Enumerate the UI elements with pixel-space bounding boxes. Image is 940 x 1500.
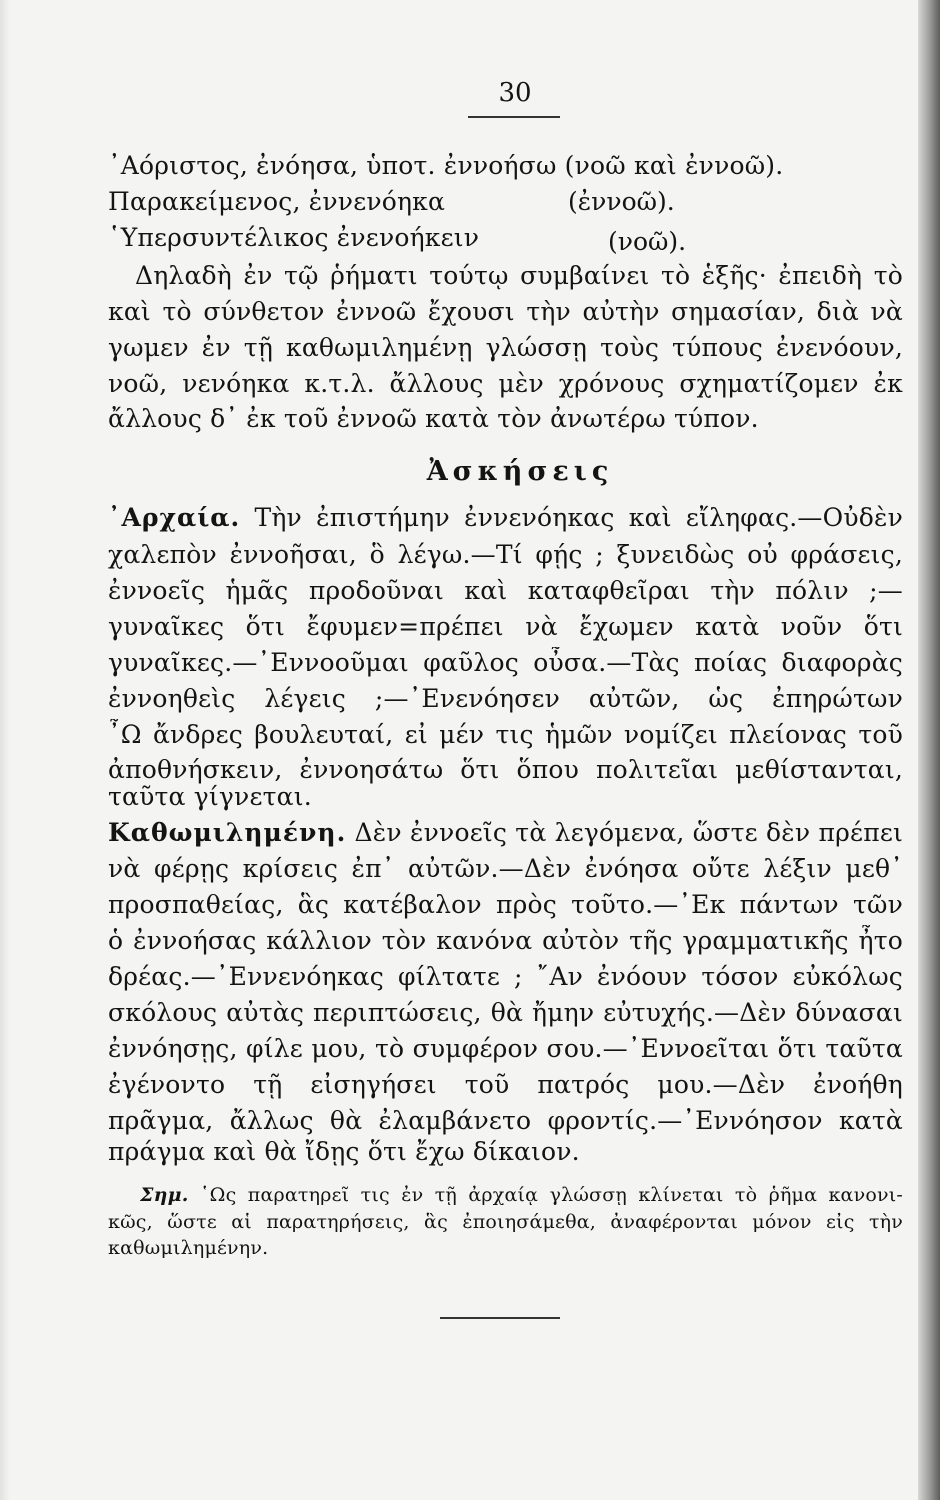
- ancient-line: ῏Ω ἄνδρες βουλευταί, εἰ μέν τις ἡμῶν νομίζει πλείονας τοῦ: [108, 720, 903, 749]
- conjugation-perfect: Παρακείμενος, ἐννενόηκα: [108, 187, 446, 216]
- colloquial-line: ἐγένοντο τῇ εἰσηγήσει τοῦ πατρός μου.—Δὲν ἐνοήθη: [108, 1070, 903, 1099]
- conjugation-perfect-note: (ἐννοῶ).: [568, 187, 675, 216]
- conjugation-pluperfect-note: (νοῶ).: [608, 227, 687, 256]
- footer-rule: [440, 1317, 560, 1319]
- colloquial-line: σκόλους αὐτὰς περιπτώσεις, θὰ ἤμην εὐτυχής.—Δὲν δύνασαι: [108, 998, 903, 1027]
- page-number: 30: [498, 78, 532, 108]
- note-label: Σημ.: [140, 1184, 189, 1206]
- conjugation-pluperfect: ῾Υπερσυντέλικος ἐνενοήκειν: [108, 223, 480, 252]
- colloquial-label: Καθωμιλημένη.: [108, 818, 347, 847]
- ancient-line: χαλεπὸν ἐννοῆσαι, ὃ λέγω.—Τί φῄς ; ξυνειδὼς οὐ φράσεις,: [108, 540, 903, 569]
- ancient-line: γυναῖκες.—᾽Εννοοῦμαι φαῦλος οὖσα.—Τὰς ποίας διαφορὰς: [108, 648, 903, 677]
- paragraph-line: Δηλαδὴ ἐν τῷ ῥήματι τούτῳ συμβαίνει τὸ ἑξῆς· ἐπειδὴ τὸ: [135, 261, 903, 290]
- page-left-shade: [0, 0, 10, 1500]
- ancient-line: ἐννοηθεὶς λέγεις ;—᾽Ενενόησεν αὐτῶν, ὡς ἐπηρώτων: [108, 684, 903, 713]
- note-line: καθωμιλημένην.: [108, 1237, 269, 1259]
- exercises-heading: Ἀσκήσεις: [426, 456, 614, 487]
- colloquial-line: νὰ φέρῃς κρίσεις ἐπ᾽ αὐτῶν.—Δὲν ἐνόησα οὔτε λέξιν μεθ᾽: [108, 854, 903, 883]
- page-number-underline: [468, 110, 560, 118]
- ancient-line: ταῦτα γίγνεται.: [108, 782, 312, 811]
- ancient-first-line: [108, 502, 903, 534]
- colloquial-first-line: [108, 817, 903, 849]
- note-line: κῶς, ὥστε αἱ παρατηρήσεις, ἃς ἐποιησάμεθα, ἀναφέρονται μόνον εἰς τὴν: [108, 1211, 903, 1233]
- ancient-line: γυναῖκες ὅτι ἔφυμεν=πρέπει νὰ ἔχωμεν κατὰ νοῦν ὅτι: [108, 612, 903, 641]
- colloquial-line: πράγμα καὶ θὰ ἴδῃς ὅτι ἔχω δίκαιον.: [108, 1137, 580, 1166]
- colloquial-line: Δὲν ἐννοεῖς τὰ λεγόμενα, ὥστε δὲν πρέπει: [346, 818, 903, 847]
- conjugation-aorist: ᾽Αόριστος, ἐνόησα, ὑποτ. ἐννοήσω (νοῶ καὶ ἐννοῶ).: [108, 151, 784, 180]
- colloquial-line: πρᾶγμα, ἄλλως θὰ ἐλαμβάνετο φροντίς.—᾽Εννόησον κατὰ: [108, 1106, 903, 1135]
- paragraph-line: ἄλλους δ᾽ ἐκ τοῦ ἐννοῶ κατὰ τὸν ἀνωτέρω τύπον.: [108, 404, 759, 433]
- ancient-label: ᾽Αρχαία.: [108, 503, 241, 532]
- paragraph-line: καὶ τὸ σύνθετον ἐννοῶ ἔχουσι τὴν αὐτὴν σημασίαν, διὰ νὰ: [108, 297, 903, 326]
- note-line: ῾Ως παρατηρεῖ τις ἐν τῇ ἀρχαίᾳ γλώσσῃ κλίνεται τὸ ῥῆμα κανονι-: [188, 1184, 903, 1206]
- colloquial-line: ὁ ἐννοήσας κάλλιον τὸν κανόνα αὐτὸν τῆς γραμματικῆς ἦτο: [108, 926, 903, 955]
- ancient-line: ἐννοεῖς ἡμᾶς προδοῦναι καὶ καταφθεῖραι τὴν πόλιν ;—: [108, 576, 903, 605]
- page-binding-edge: [918, 0, 940, 1500]
- note-first-line: [140, 1182, 903, 1208]
- colloquial-line: ἐννόησῃς, φίλε μου, τὸ συμφέρον σου.—᾽Εννοεῖται ὅτι ταῦτα: [108, 1034, 903, 1063]
- ancient-line: Τὴν ἐπιστήμην ἐννενόηκας καὶ εἴληφας.—Οὐδὲν: [240, 503, 903, 532]
- ancient-line: ἀποθνήσκειν, ἐννοησάτω ὅτι ὅπου πολιτεῖαι μεθίστανται,: [108, 755, 903, 784]
- paragraph-line: νοῶ, νενόηκα κ.τ.λ. ἄλλους μὲν χρόνους σχηματίζομεν ἐκ: [108, 369, 903, 398]
- colloquial-line: δρέας.—᾽Εννενόηκας φίλτατε ; ῎Αν ἐνόουν τόσον εὐκόλως: [108, 962, 903, 991]
- colloquial-line: προσπαθείας, ἃς κατέβαλον πρὸς τοῦτο.—᾽Εκ πάντων τῶν: [108, 890, 903, 919]
- paragraph-line: γωμεν ἐν τῇ καθωμιλημένῃ γλώσσῃ τοὺς τύπους ἐνενόουν,: [108, 333, 903, 362]
